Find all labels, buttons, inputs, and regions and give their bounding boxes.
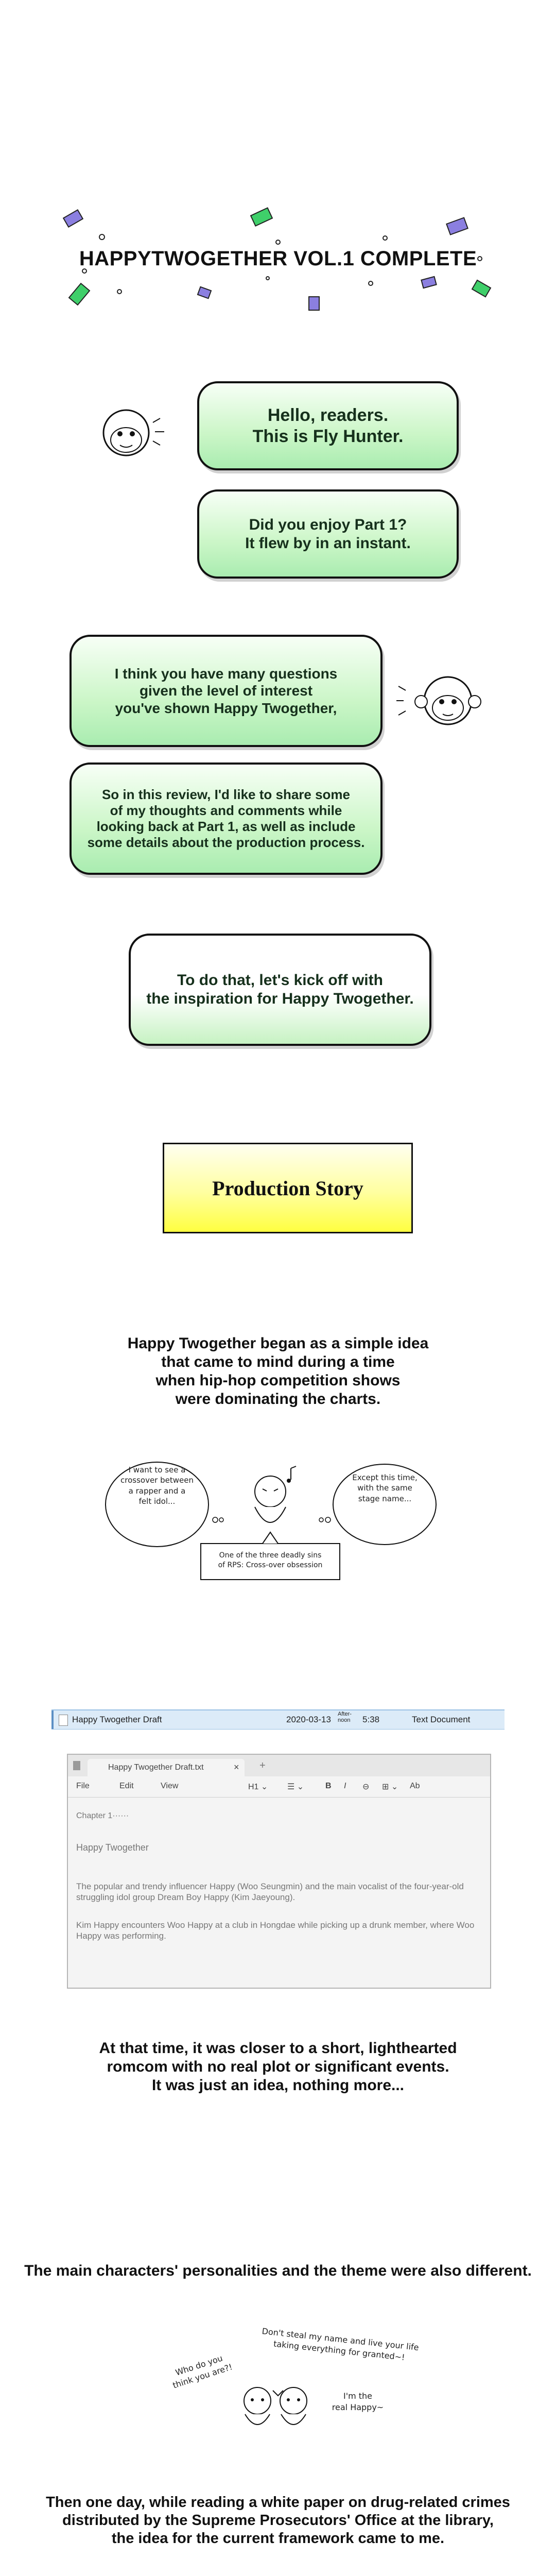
file-ampm: After- noon <box>338 1711 352 1724</box>
production-story-banner <box>163 1143 413 1233</box>
file-type: Text Document <box>412 1715 471 1724</box>
menu-edit[interactable]: Edit <box>119 1782 134 1790</box>
paragraph-origin: Happy Twogether began as a simple idea that came to mind during a time when hip-hop competition shows were dominating the charts. <box>127 1335 429 1408</box>
paragraph-white-paper: Then one day, while reading a white paper on drug-related crimes distributed by the Supreme Prosecutors' Office at the library, the idea for the current framework came to me. <box>46 2494 510 2547</box>
close-tab-icon[interactable]: × <box>234 1762 239 1772</box>
tab-label: Happy Twogether Draft.txt <box>108 1763 204 1772</box>
editor-line: Kim Happy encounters Woo Happy at a club in Hongdae while picking up a drunk member, where Woo Happy was performing. <box>76 1920 475 1941</box>
notepad-icon <box>73 1761 80 1770</box>
monkey-character-icon <box>90 402 178 469</box>
sketch-quote-left: Who do you think you are?! <box>171 2353 234 2391</box>
row-selection-indicator <box>51 1710 54 1729</box>
file-list-row[interactable] <box>51 1709 505 1730</box>
speech-bubble-part1 <box>197 489 459 579</box>
list-dropdown[interactable]: ☰ ⌄ <box>287 1783 304 1791</box>
italic-button[interactable]: I <box>344 1782 346 1790</box>
monkey-character-icon <box>396 665 494 737</box>
thought-bubble-left: I want to see a crossover between a rapper and a felt idol... <box>120 1465 194 1506</box>
clear-format-button[interactable]: Ab <box>410 1782 420 1790</box>
editor-line: Happy Twogether <box>76 1842 149 1853</box>
speech-bubble-review <box>70 762 383 875</box>
editor-line: The popular and trendy influencer Happy (Woo Seungmin) and the main vocalist of the four-year-old struggling idol group Dream Boy Happy (Kim Jaeyoung). <box>76 1882 464 1903</box>
file-name: Happy Twogether Draft <box>72 1715 162 1724</box>
bubble-text: To do that, let's kick off with the inspiration for Happy Twogether. <box>146 972 414 1007</box>
sketch-quote-top: Don't steal my name and live your life taking everything for granted~! <box>261 2326 420 2362</box>
two-characters-sketch <box>216 2370 340 2442</box>
speech-bubble-questions <box>70 635 383 747</box>
table-dropdown[interactable]: ⊞ ⌄ <box>382 1783 398 1791</box>
speech-bubble-greeting <box>197 381 459 470</box>
page-title: HAPPYTWOGETHER VOL.1 COMPLETE <box>79 247 477 270</box>
text-editor-window <box>67 1754 491 1989</box>
file-date: 2020-03-13 <box>286 1715 331 1724</box>
production-story-title: Production Story <box>212 1176 363 1200</box>
sketch-quote-right: I'm the real Happy~ <box>332 2391 384 2412</box>
link-button[interactable]: ⊖ <box>362 1783 370 1791</box>
paragraph-characters: The main characters' personalities and the theme were also different. <box>24 2262 532 2279</box>
paragraph-romcom: At that time, it was closer to a short, lighthearted romcom with no real plot or significant events. It was just an idea, nothing more... <box>99 2040 457 2094</box>
bubble-text: Hello, readers. This is Fly Hunter. <box>252 405 404 446</box>
editor-menu-bar <box>68 1776 490 1797</box>
bubble-text: So in this review, I'd like to share some of my thoughts and comments while looking back at Part 1, as well as include some details about the production process. <box>87 786 365 851</box>
sketch-caption: One of the three deadly sins of RPS: Cross-over obsession <box>218 1551 323 1569</box>
speech-bubble-inspiration <box>129 934 431 1046</box>
bold-button[interactable]: B <box>325 1782 332 1790</box>
text-file-icon <box>59 1715 68 1726</box>
confetti-decoration <box>51 201 505 325</box>
divider <box>68 1797 490 1798</box>
bubble-text: I think you have many questions given the level of interest you've shown Happy Twogether, <box>114 665 338 716</box>
editor-tab[interactable] <box>88 1759 245 1776</box>
menu-file[interactable]: File <box>76 1782 90 1790</box>
editor-line: Chapter 1······ <box>76 1811 129 1820</box>
editor-tab-bar <box>68 1755 490 1776</box>
heading-dropdown[interactable]: H1 ⌄ <box>248 1783 268 1791</box>
thought-bubble-right: Except this time, with the same stage name... <box>352 1473 418 1503</box>
new-tab-button[interactable]: + <box>259 1760 266 1771</box>
file-time: 5:38 <box>362 1715 380 1724</box>
bubble-text: Did you enjoy Part 1? It flew by in an instant. <box>245 516 411 552</box>
menu-view[interactable]: View <box>161 1782 179 1790</box>
